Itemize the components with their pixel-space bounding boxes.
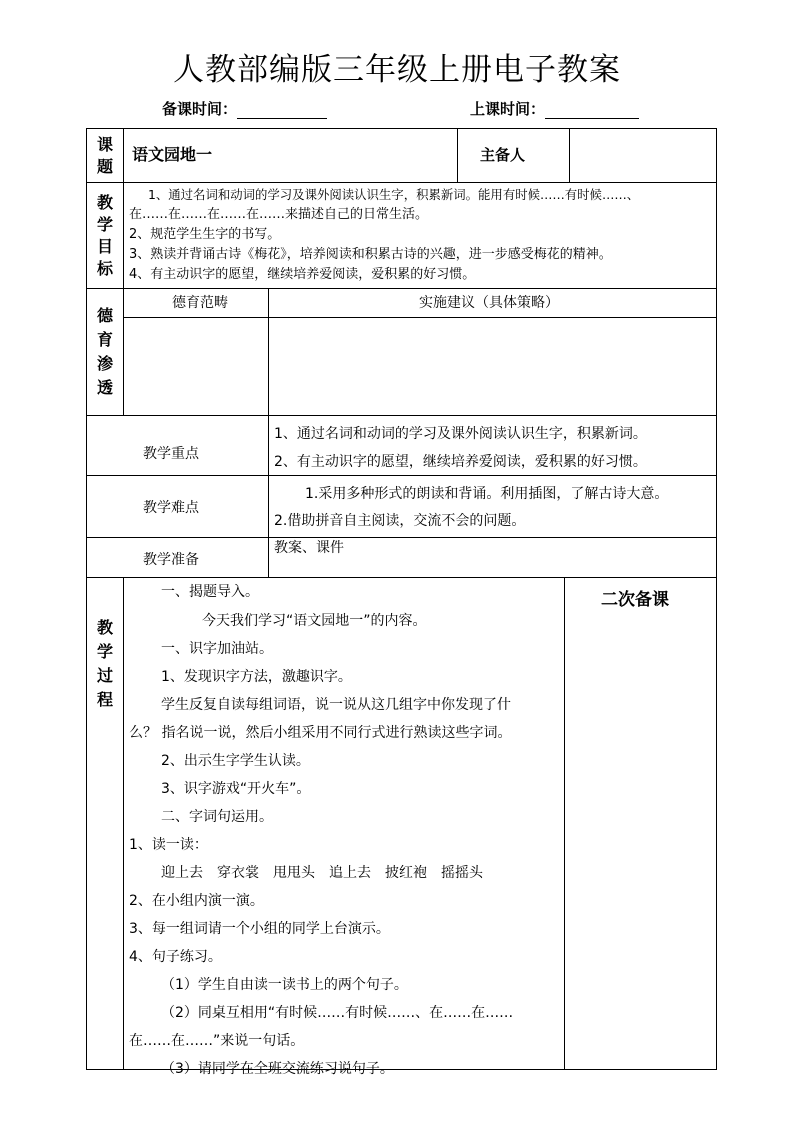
document-title: 人教部编版三年级上册电子教案 — [173, 52, 621, 88]
process-content-cell — [123, 577, 565, 1077]
process-label-char: 程 — [96, 690, 113, 709]
goals-line: 3、熟读并背诵古诗《梅花》，培养阅读和积累古诗的兴趣，进一步感受梅花的精神。 — [129, 247, 612, 262]
key-label: 教学重点 — [143, 446, 199, 462]
process-line: 今天我们学习“语文园地一”的内容。 — [202, 613, 427, 629]
subject-label-cell — [86, 128, 124, 183]
lead-label-cell — [457, 128, 570, 183]
process-line: （1）学生自由读一读书上的两个句子。 — [161, 977, 408, 993]
process-line: 1、发现识字方法，激趣识字。 — [161, 669, 352, 685]
goals-label-char: 教 — [96, 192, 113, 212]
process-line: 学生反复自读每组词语，说一说从这几组字中你发现了什 — [161, 697, 511, 713]
goals-label-cell — [86, 182, 124, 289]
moral-label-char: 透 — [96, 378, 113, 397]
subject-label-char: 课 — [96, 134, 113, 154]
process-line: （2）同桌互相用“有时候……有时候……、在……在…… — [161, 1005, 514, 1021]
second-prep-header: 二次备课 — [601, 590, 669, 610]
moral-category-header-cell — [123, 288, 269, 318]
lead-value-cell — [569, 128, 717, 183]
lead-label: 主备人 — [480, 146, 526, 164]
difficult-line: 2.借助拼音自主阅读，交流不会的问题。 — [274, 513, 526, 529]
process-line: 2、在小组内演一演。 — [129, 893, 264, 909]
class-time-blank — [545, 102, 639, 119]
process-line: 迎上去 穿衣裳 甩甩头 追上去 披红袍 摇摇头 — [161, 865, 483, 881]
process-line: 么？ 指名说一说，然后小组采用不同行式进行熟读这些字词。 — [129, 725, 512, 741]
moral-label-char: 德 — [96, 306, 113, 325]
moral-category-header: 德育范畴 — [172, 295, 228, 311]
goals-line: 1、通过名词和动词的学习及课外阅读认识生字，积累新词。能用有时候……有时候……、 — [148, 187, 640, 202]
difficult-line: 1.采用多种形式的朗读和背诵。利用插图，了解古诗大意。 — [305, 486, 669, 502]
moral-label-char: 育 — [96, 330, 113, 349]
key-label-cell — [86, 415, 269, 476]
difficult-content-cell — [268, 475, 717, 538]
process-label-char: 教 — [96, 618, 113, 637]
moral-strategy-header: 实施建议（具体策略） — [419, 295, 559, 311]
goals-line: 4、有主动识字的愿望，继续培养爱阅读，爱积累的好习惯。 — [129, 267, 476, 282]
class-time-label: 上课时间： — [470, 100, 546, 118]
process-line: 在……在……”来说一句话。 — [129, 1033, 305, 1049]
key-line: 1、通过名词和动词的学习及课外阅读认识生字，积累新词。 — [274, 426, 647, 442]
difficult-label: 教学难点 — [143, 500, 199, 516]
prepare-value: 教案、课件 — [274, 540, 344, 556]
difficult-label-cell — [86, 475, 269, 538]
process-label-char: 过 — [96, 666, 113, 685]
prepare-label: 教学准备 — [143, 552, 199, 568]
goals-label-char: 学 — [96, 214, 113, 234]
process-line: 3、识字游戏“开火车”。 — [161, 781, 311, 797]
key-content-cell — [268, 415, 717, 476]
prepare-label-cell — [86, 537, 269, 578]
process-line: 一、揭题导入。 — [161, 584, 259, 600]
moral-label-char: 渗 — [96, 354, 113, 373]
prep-time-label: 备课时间： — [162, 100, 238, 118]
subject-value: 语文园地一 — [132, 145, 213, 164]
goals-content-cell — [123, 182, 717, 289]
process-line: 1、读一读： — [129, 837, 208, 853]
goals-line: 2、规范学生生字的书写。 — [129, 227, 281, 242]
class-time-field — [470, 98, 639, 119]
process-label-char: 学 — [96, 642, 113, 661]
process-label-cell — [86, 577, 124, 1070]
prep-time-blank — [237, 102, 327, 119]
goals-label-char: 标 — [96, 258, 113, 278]
second-prep-cell — [564, 577, 717, 1070]
moral-strategy-cell — [268, 317, 717, 416]
prepare-content-cell — [268, 537, 717, 578]
process-line: 2、出示生字学生认读。 — [161, 753, 310, 769]
goals-label-char: 目 — [96, 236, 113, 256]
prep-time-field — [162, 98, 327, 119]
lesson-plan-table — [86, 128, 717, 1077]
moral-category-cell — [123, 317, 269, 416]
process-line: 二、字词句运用。 — [161, 809, 273, 825]
moral-strategy-header-cell — [268, 288, 717, 318]
moral-label-cell — [86, 288, 124, 416]
subject-value-cell — [123, 128, 458, 183]
process-line: 4、句子练习。 — [129, 949, 222, 965]
goals-line: 在……在……在……在……来描述自己的日常生活。 — [129, 207, 429, 222]
process-line: （3）请同学在全班交流练习说句子。 — [161, 1061, 394, 1077]
key-line: 2、有主动识字的愿望，继续培养爱阅读，爱积累的好习惯。 — [274, 454, 647, 470]
process-line: 一、识字加油站。 — [161, 641, 273, 657]
process-line: 3、每一组词请一个小组的同学上台演示。 — [129, 921, 390, 937]
subject-label-char: 题 — [96, 156, 113, 176]
